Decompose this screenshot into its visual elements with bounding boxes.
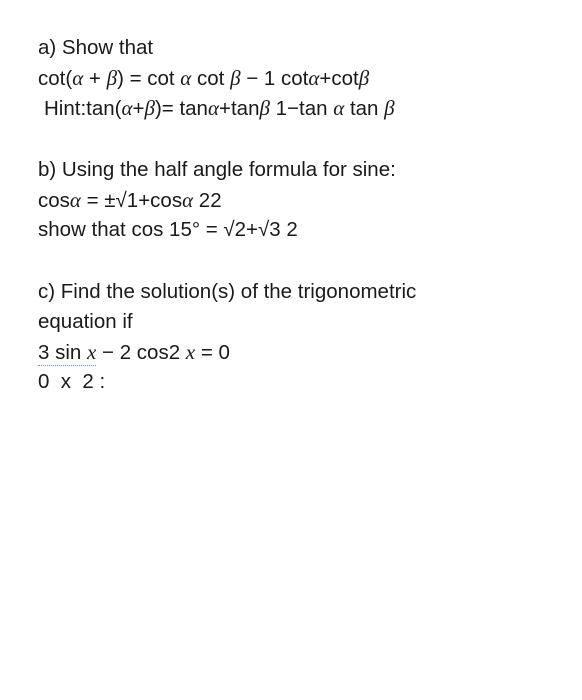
text-segment: = ±√1+cos (80, 189, 183, 212)
text-segment: 3 sin (38, 341, 87, 364)
text-segment: + (83, 67, 107, 90)
part-b-formula (38, 185, 558, 215)
alpha-symbol: α (182, 188, 194, 212)
part-c-heading-continued: equation if (38, 310, 133, 333)
part-b-show: show that cos 15° = √2+√3 2 (38, 218, 298, 241)
section-spacer (38, 245, 558, 277)
beta-symbol: β (144, 96, 155, 120)
part-a-hint (38, 93, 558, 123)
part-c-heading: c) Find the solution(s) of the trigonometric (38, 280, 417, 303)
problem-document (38, 33, 558, 397)
text-segment: 1−tan (269, 97, 334, 120)
part-b-heading: b) Using the half angle formula for sine: (38, 158, 396, 181)
text-segment: 22 (193, 189, 222, 212)
text-segment: +tan (219, 97, 260, 120)
beta-symbol: β (358, 66, 370, 90)
alpha-symbol: α (72, 66, 84, 90)
part-c-range: 0 x 2 : (38, 370, 106, 393)
alpha-symbol: α (69, 188, 81, 212)
text-segment: = 0 (195, 341, 230, 364)
part-a-heading: a) Show that (38, 36, 154, 59)
text-segment: + (132, 97, 145, 120)
text-segment: +cot (319, 67, 359, 90)
alpha-symbol: α (207, 96, 219, 120)
text-segment: tan (344, 97, 385, 120)
equation-underlined-term (38, 341, 96, 366)
section-spacer (38, 123, 558, 155)
text-segment: cos (38, 189, 70, 212)
beta-symbol: β (106, 66, 118, 90)
x-variable: x (185, 340, 196, 364)
x-variable: x (87, 340, 97, 364)
alpha-symbol: α (308, 66, 320, 90)
part-c-equation (38, 337, 558, 367)
alpha-symbol: α (333, 96, 345, 120)
beta-symbol: β (384, 96, 395, 120)
text-segment: cot (191, 67, 231, 90)
text-segment: )= tan (154, 97, 208, 120)
alpha-symbol: α (180, 66, 192, 90)
beta-symbol: β (230, 66, 241, 90)
text-segment: cot( (38, 67, 73, 90)
alpha-symbol: α (121, 96, 133, 120)
text-segment: ) = cot (117, 67, 181, 90)
beta-symbol: β (259, 96, 270, 120)
part-a-identity (38, 63, 558, 93)
text-segment: Hint:tan( (44, 97, 122, 120)
text-segment: − 1 cot (240, 67, 309, 90)
text-segment: − 2 cos2 (96, 341, 186, 364)
